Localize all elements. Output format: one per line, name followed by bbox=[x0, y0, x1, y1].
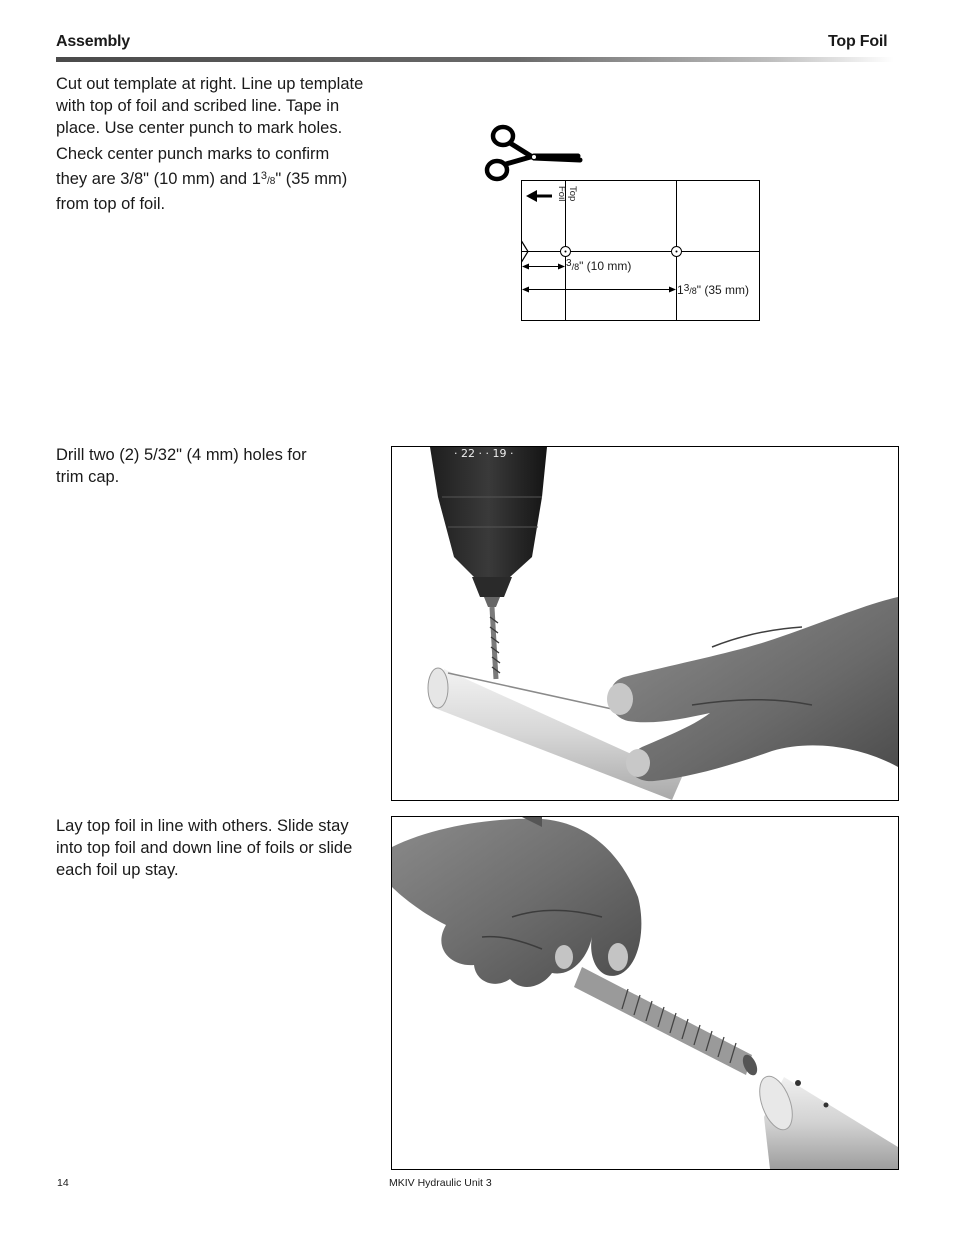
foil-top-arrow-icon bbox=[526, 190, 552, 202]
dimension-35mm-arrow bbox=[522, 287, 676, 293]
header-rule bbox=[56, 57, 894, 62]
check-fraction-denominator: /8 bbox=[267, 176, 276, 187]
drill-template-diagram bbox=[476, 120, 776, 330]
hand bbox=[392, 817, 641, 987]
document-title: MKIV Hydraulic Unit 3 bbox=[389, 1177, 492, 1189]
foil-tube bbox=[753, 1072, 898, 1169]
section-title: Assembly bbox=[56, 33, 130, 50]
stay-insertion-photo bbox=[391, 816, 899, 1170]
drill-photo bbox=[391, 446, 899, 801]
hole-mark-10mm bbox=[561, 247, 571, 257]
drill-bit bbox=[490, 607, 500, 679]
page-number: 14 bbox=[57, 1177, 69, 1189]
hole-mark-35mm bbox=[672, 247, 682, 257]
top-label: Top bbox=[567, 186, 578, 202]
scissors-icon bbox=[487, 127, 580, 179]
drill-body bbox=[430, 447, 547, 607]
check-line3: from top of foil. bbox=[56, 195, 166, 213]
dimension-10mm-arrow bbox=[522, 264, 565, 270]
check-line2-pre: they are 3/8" (10 mm) and 1 bbox=[56, 170, 261, 188]
step1-paragraph: Cut out template at right. Line up template with top of foil and scribed line. Tape in place. Use center punch to mark holes. bbox=[56, 75, 364, 137]
svg-text:· 22 · · 19 ·: · 22 · · 19 · bbox=[454, 447, 514, 460]
step1-instructions bbox=[56, 73, 371, 215]
threaded-stay bbox=[574, 967, 760, 1078]
check-line1: Check center punch marks to confirm bbox=[56, 145, 330, 163]
step2-instructions: Drill two (2) 5/32" (4 mm) holes for trim cap. bbox=[56, 446, 307, 486]
dimension-10mm-label: $^3_{/8}$" (10 mm) bbox=[566, 258, 632, 273]
template-outline bbox=[522, 181, 760, 321]
check-fraction-numerator: 3 bbox=[260, 170, 267, 182]
check-line2-post: " (35 mm) bbox=[275, 170, 348, 188]
step3-instructions: Lay top foil in line with others. Slide stay into top foil and down line of foils or slide each foil up stay. bbox=[56, 817, 353, 879]
page-title: Top Foil bbox=[828, 33, 888, 50]
step1-check-paragraph bbox=[56, 143, 371, 215]
foil-label: Foil bbox=[556, 186, 567, 202]
hand bbox=[607, 597, 898, 781]
dimension-35mm-label: $1^3_{/8}$" (35 mm) bbox=[677, 283, 750, 297]
